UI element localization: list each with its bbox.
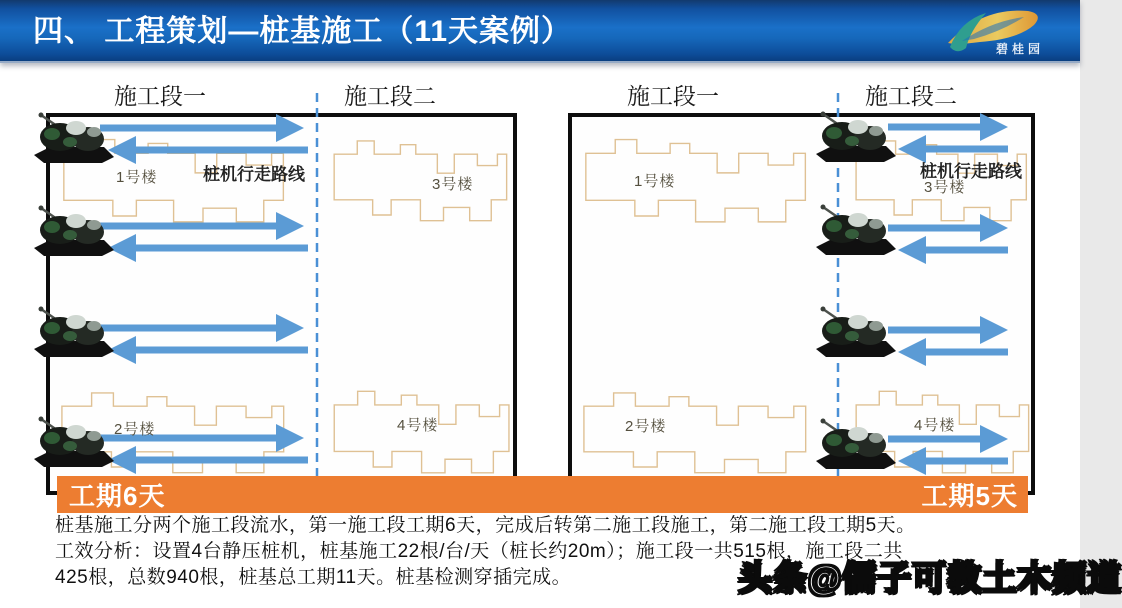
- stage1-section2-label: 施工段二: [344, 83, 436, 109]
- stage1-building4-label: 4号楼: [397, 417, 439, 434]
- duration-bar: [57, 476, 1028, 513]
- stage2-building4-label: 4号楼: [914, 417, 956, 434]
- stage1-building3-label: 3号楼: [432, 176, 474, 193]
- notes-line-2: 工效分析：设置4台静压桩机，桩基施工22根/台/天（桩长约20m）；施工段一共515根，施工段二共: [55, 541, 903, 562]
- stage1-route-label: 桩机行走路线: [203, 165, 305, 184]
- stage1-building1-label: 1号楼: [116, 169, 158, 186]
- stage2-building3-label: 3号楼: [924, 179, 966, 196]
- stage2-route-label: 桩机行走路线: [920, 162, 1022, 181]
- stage2-building2-label: 2号楼: [625, 418, 667, 435]
- notes-line-3: 425根，总数940根，桩基总工期11天。桩基检测穿插完成。: [55, 567, 572, 588]
- page-title: 四、 工程策划—桩基施工（11天案例）: [33, 15, 573, 48]
- stage2-duration-badge: 工期5天: [921, 481, 1018, 511]
- watermark: 头条@儒子可教土木频道: [738, 560, 1122, 598]
- brand-name: 碧桂园: [995, 42, 1044, 56]
- stage2-building1-label: 1号楼: [634, 173, 676, 190]
- stage1-building2-label: 2号楼: [114, 421, 156, 438]
- stage2-section1-label: 施工段一: [627, 83, 719, 109]
- stage1-section1-label: 施工段一: [114, 83, 206, 109]
- stage1-duration-badge: 工期6天: [69, 481, 166, 511]
- stage2-section2-label: 施工段二: [865, 83, 957, 109]
- notes-line-1: 桩基施工分两个施工段流水，第一施工段工期6天，完成后转第二施工段施工，第二施工段工期5天。: [55, 515, 916, 536]
